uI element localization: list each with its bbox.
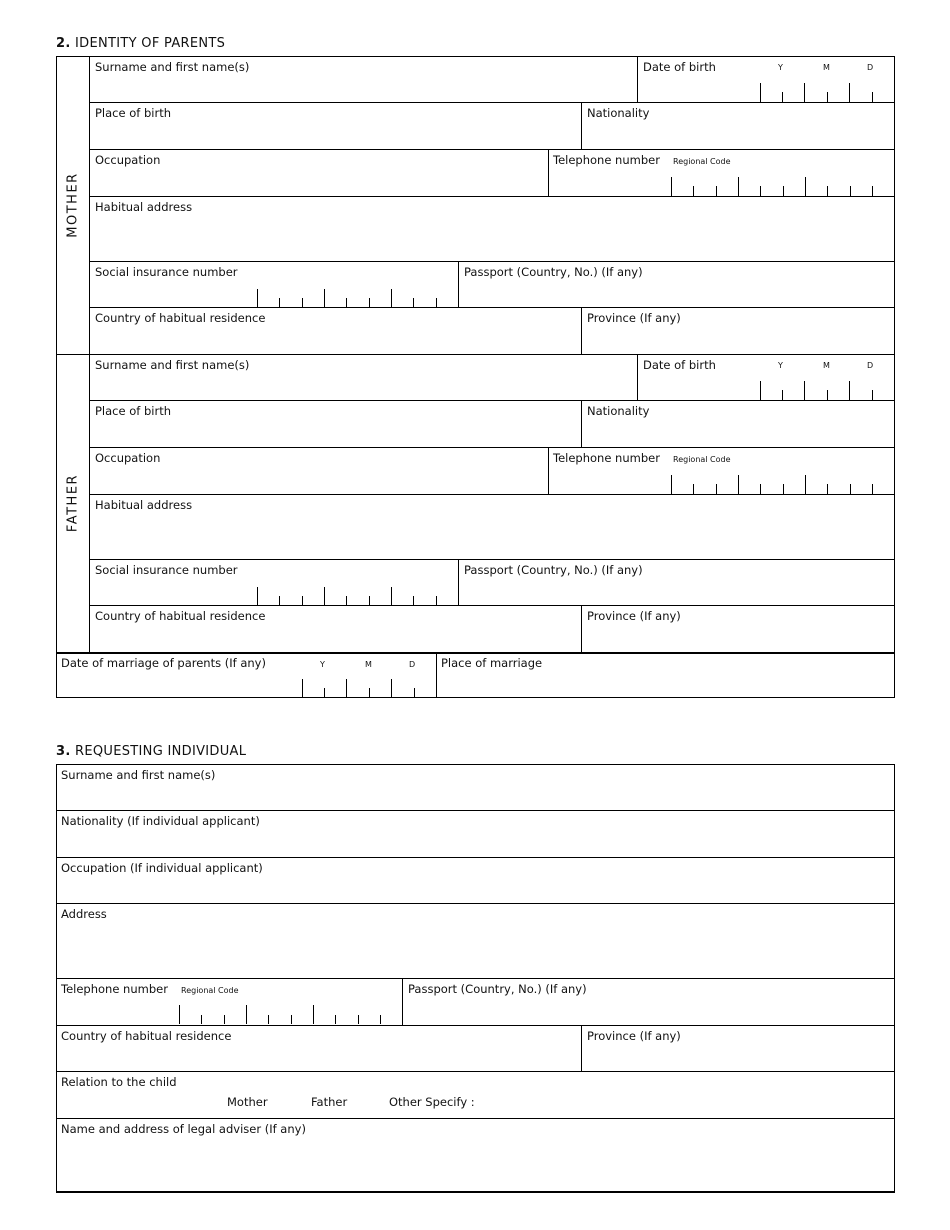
rule — [637, 354, 638, 400]
father-telephone-label: Telephone number — [553, 451, 660, 465]
father-province-label: Province (If any) — [587, 609, 681, 623]
mother-passport-label: Passport (Country, No.) (If any) — [464, 265, 643, 279]
relation-option-father[interactable]: Father — [311, 1095, 348, 1109]
marriage-date-label: Date of marriage of parents (If any) — [61, 656, 266, 670]
rule — [894, 56, 895, 698]
father-nationality-label: Nationality — [587, 404, 650, 418]
father-dob-label: Date of birth — [643, 358, 716, 372]
req-regional-code-label: Regional Code — [181, 986, 239, 995]
section-title: REQUESTING INDIVIDUAL — [75, 744, 247, 759]
rule — [89, 102, 895, 103]
father-passport-label: Passport (Country, No.) (If any) — [464, 563, 643, 577]
req-nationality-label: Nationality (If individual applicant) — [61, 814, 260, 828]
rule — [89, 447, 895, 448]
father-surname-input[interactable] — [90, 374, 636, 399]
relation-other-input[interactable] — [475, 1090, 893, 1116]
mother-sin-input[interactable] — [254, 286, 458, 307]
mother-nationality-label: Nationality — [587, 106, 650, 120]
rule — [56, 354, 895, 355]
father-surname-label: Surname and first name(s) — [95, 358, 250, 372]
father-dob-m: M — [823, 361, 830, 370]
father-province-input[interactable] — [582, 625, 893, 651]
req-country-input[interactable] — [57, 1045, 581, 1070]
req-relation-label: Relation to the child — [61, 1075, 177, 1089]
mother-dob-d: D — [867, 63, 874, 72]
req-occupation-input[interactable] — [57, 877, 893, 902]
rule — [89, 400, 895, 401]
rule — [56, 1025, 895, 1026]
rule — [56, 764, 895, 765]
req-province-label: Province (If any) — [587, 1029, 681, 1043]
relation-option-other[interactable]: Other Specify : — [389, 1095, 475, 1109]
mother-dob-label: Date of birth — [643, 60, 716, 74]
marriage-place-label: Place of marriage — [441, 656, 543, 670]
rule — [56, 697, 895, 698]
rule — [89, 559, 895, 560]
rule — [89, 261, 895, 262]
father-occupation-input[interactable] — [90, 467, 547, 493]
rule — [56, 810, 895, 811]
mother-dob-input[interactable] — [757, 80, 893, 102]
father-occupation-label: Occupation — [95, 451, 161, 465]
req-address-label: Address — [61, 907, 107, 921]
father-sin-input[interactable] — [254, 584, 458, 605]
rule — [89, 605, 895, 606]
mother-nationality-input[interactable] — [582, 122, 893, 148]
req-legal-adviser-label: Name and address of legal adviser (If any) — [61, 1122, 306, 1136]
section-3-heading — [56, 744, 246, 759]
father-dob-input[interactable] — [757, 378, 893, 400]
rule — [548, 447, 549, 494]
mother-surname-label: Surname and first name(s) — [95, 60, 250, 74]
father-place-of-birth-input[interactable] — [90, 420, 580, 446]
req-telephone-input[interactable] — [176, 1003, 401, 1024]
father-dob-y: Y — [778, 361, 783, 370]
section-title: IDENTITY OF PARENTS — [75, 36, 226, 51]
mother-passport-input[interactable] — [459, 281, 893, 306]
rule — [548, 149, 549, 196]
mother-regional-code-label: Regional Code — [673, 157, 731, 166]
mother-place-of-birth-label: Place of birth — [95, 106, 171, 120]
rule — [56, 857, 895, 858]
marriage-y: Y — [320, 660, 325, 669]
rule — [56, 1071, 895, 1072]
rule — [56, 978, 895, 979]
req-surname-label: Surname and first name(s) — [61, 768, 216, 782]
section-2-heading — [56, 36, 225, 51]
mother-dob-m: M — [823, 63, 830, 72]
req-surname-input[interactable] — [57, 784, 893, 809]
father-side-label: FATHER — [65, 473, 81, 533]
req-passport-label: Passport (Country, No.) (If any) — [408, 982, 587, 996]
father-country-label: Country of habitual residence — [95, 609, 266, 623]
mother-sin-label: Social insurance number — [95, 265, 238, 279]
section-number: 3. — [56, 744, 71, 759]
marriage-place-input[interactable] — [437, 672, 893, 696]
father-sin-label: Social insurance number — [95, 563, 238, 577]
father-habitual-address-input[interactable] — [90, 514, 893, 558]
req-nationality-input[interactable] — [57, 830, 893, 856]
mother-province-label: Province (If any) — [587, 311, 681, 325]
marriage-d: D — [409, 660, 416, 669]
father-regional-code-label: Regional Code — [673, 455, 731, 464]
rule — [89, 307, 895, 308]
mother-habitual-address-label: Habitual address — [95, 200, 193, 214]
father-nationality-input[interactable] — [582, 420, 893, 446]
req-passport-input[interactable] — [403, 998, 893, 1024]
mother-occupation-label: Occupation — [95, 153, 161, 167]
father-place-of-birth-label: Place of birth — [95, 404, 171, 418]
rule — [89, 494, 895, 495]
mother-occupation-input[interactable] — [90, 169, 547, 195]
mother-province-input[interactable] — [582, 327, 893, 353]
rule — [56, 903, 895, 904]
mother-country-input[interactable] — [90, 327, 580, 353]
rule — [637, 56, 638, 102]
mother-side-label: MOTHER — [65, 172, 81, 238]
rule — [56, 1118, 895, 1119]
rule — [56, 652, 895, 654]
marriage-date-input[interactable] — [300, 676, 435, 696]
mother-habitual-address-input[interactable] — [90, 216, 893, 260]
rule — [56, 1191, 895, 1193]
father-habitual-address-label: Habitual address — [95, 498, 193, 512]
marriage-m: M — [365, 660, 372, 669]
mother-place-of-birth-input[interactable] — [90, 122, 580, 148]
father-passport-input[interactable] — [459, 579, 893, 604]
req-legal-adviser-input[interactable] — [57, 1138, 893, 1190]
req-country-label: Country of habitual residence — [61, 1029, 232, 1043]
rule — [56, 56, 57, 698]
section-number: 2. — [56, 36, 71, 51]
mother-telephone-input[interactable] — [668, 174, 893, 196]
mother-surname-input[interactable] — [90, 76, 636, 101]
req-occupation-label: Occupation (If individual applicant) — [61, 861, 263, 875]
father-country-input[interactable] — [90, 625, 580, 651]
father-dob-d: D — [867, 361, 874, 370]
mother-telephone-label: Telephone number — [553, 153, 660, 167]
relation-option-mother[interactable]: Mother — [227, 1095, 268, 1109]
rule — [89, 196, 895, 197]
rule — [56, 56, 895, 57]
req-address-input[interactable] — [57, 923, 893, 977]
mother-country-label: Country of habitual residence — [95, 311, 266, 325]
father-telephone-input[interactable] — [668, 472, 893, 494]
req-province-input[interactable] — [582, 1045, 893, 1070]
req-telephone-label: Telephone number — [61, 982, 168, 996]
rule — [89, 149, 895, 150]
mother-dob-y: Y — [778, 63, 783, 72]
